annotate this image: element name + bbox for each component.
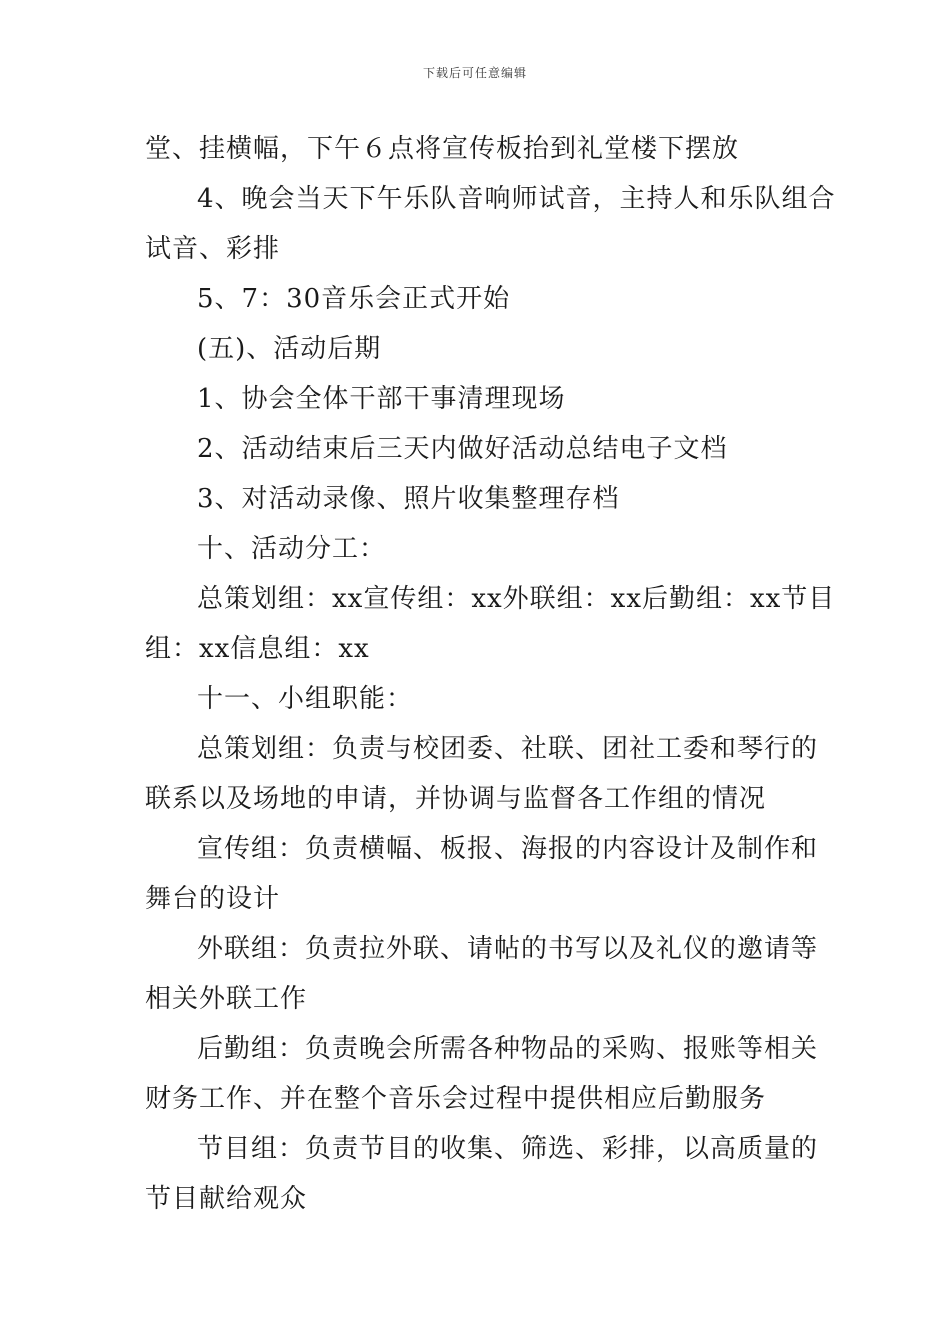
text-line: 4、晚会当天下午乐队音响师试音，主持人和乐队组合 (197, 184, 836, 214)
text-line: 节目组：负责节目的收集、筛选、彩排，以高质量的 (197, 1134, 819, 1164)
text-line: 联系以及场地的申请，并协调与监督各工作组的情况 (145, 784, 767, 814)
text-line: 节目献给观众 (145, 1184, 308, 1214)
text-line: 堂、挂横幅，下午６点将宣传板抬到礼堂楼下摆放 (145, 134, 740, 164)
text-line: 总策划组：负责与校团委、社联、团社工委和琴行的 (197, 734, 819, 764)
text-line: 相关外联工作 (145, 984, 308, 1014)
text-line: 舞台的设计 (145, 884, 281, 914)
text-line: 试音、彩排 (145, 234, 281, 264)
text-line: 2、活动结束后三天内做好活动总结电子文档 (197, 434, 728, 464)
text-line: 财务工作、并在整个音乐会过程中提供相应后勤服务 (145, 1084, 767, 1114)
text-line: 1、协会全体干部干事清理现场 (197, 384, 566, 414)
text-line: 3、对活动录像、照片收集整理存档 (197, 484, 620, 514)
section-heading: 十、活动分工： (197, 534, 387, 564)
section-heading: 十一、小组职能： (197, 684, 414, 714)
text-line: 宣传组：负责横幅、板报、海报的内容设计及制作和 (197, 834, 819, 864)
section-heading: (五)、活动后期 (197, 334, 382, 364)
text-line: 总策划组：xx宣传组：xx外联组：xx后勤组：xx节目 (197, 584, 836, 614)
text-line: 组：xx信息组：xx (145, 634, 370, 664)
text-line: 外联组：负责拉外联、请帖的书写以及礼仪的邀请等 (197, 934, 819, 964)
header-note: 下载后可任意编辑 (422, 66, 527, 80)
text-line: 5、7：30音乐会正式开始 (197, 284, 511, 314)
text-line: 后勤组：负责晚会所需各种物品的采购、报账等相关 (197, 1034, 819, 1064)
document-body (145, 124, 836, 1224)
